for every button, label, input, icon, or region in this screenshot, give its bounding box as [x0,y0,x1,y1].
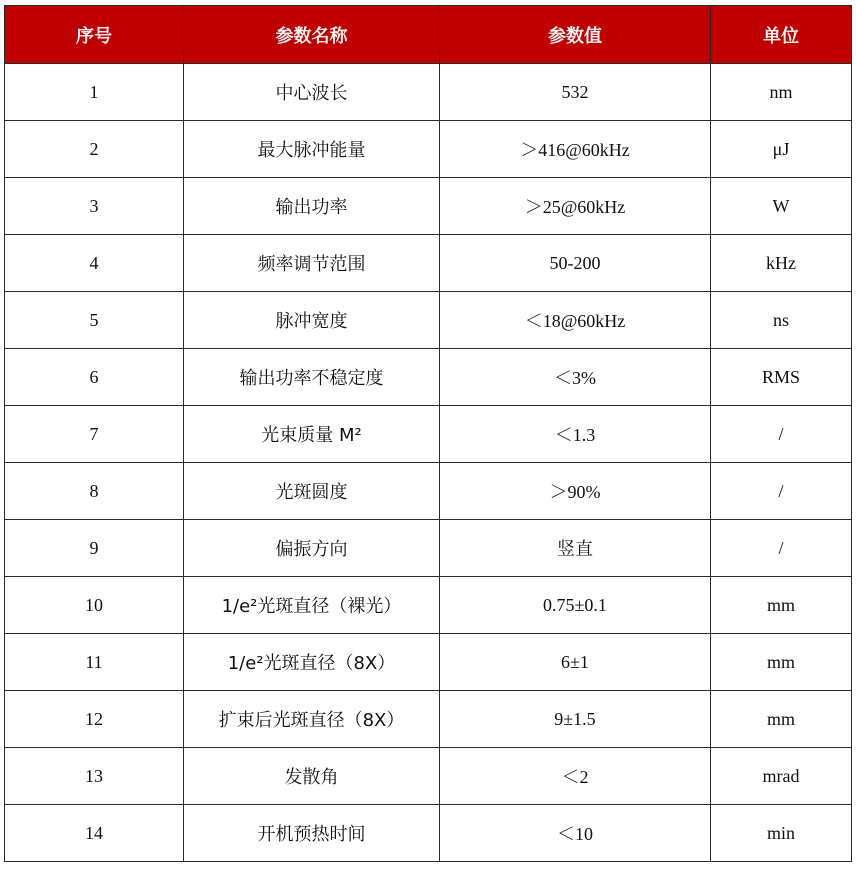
cell-no: 11 [5,634,184,691]
cell-name: 1/e²光斑直径（裸光） [184,577,440,634]
cell-name: 光束质量 M² [184,406,440,463]
cell-no: 2 [5,121,184,178]
cell-no: 3 [5,178,184,235]
table-row [5,805,852,862]
cell-unit: / [711,520,852,577]
cell-name: 输出功率不稳定度 [184,349,440,406]
spec-table [4,5,852,862]
cell-no: 6 [5,349,184,406]
cell-name: 中心波长 [184,64,440,121]
table-row [5,235,852,292]
table-row [5,691,852,748]
cell-unit: μJ [711,121,852,178]
cell-value: ＜10 [440,805,711,862]
cell-no: 14 [5,805,184,862]
table-row [5,64,852,121]
table-row [5,520,852,577]
table-row [5,121,852,178]
cell-unit: mm [711,634,852,691]
header-unit: 单位 [711,6,852,64]
cell-unit: mm [711,577,852,634]
cell-name: 开机预热时间 [184,805,440,862]
cell-value: ＜2 [440,748,711,805]
table-row [5,634,852,691]
cell-unit: / [711,406,852,463]
table-row [5,406,852,463]
cell-unit: ns [711,292,852,349]
cell-unit: W [711,178,852,235]
header-name: 参数名称 [184,6,440,64]
cell-name: 最大脉冲能量 [184,121,440,178]
cell-name: 脉冲宽度 [184,292,440,349]
cell-name: 频率调节范围 [184,235,440,292]
table-header [5,6,852,64]
table-row [5,748,852,805]
cell-unit: mm [711,691,852,748]
cell-value: 50-200 [440,235,711,292]
cell-unit: min [711,805,852,862]
cell-value: ＜3% [440,349,711,406]
table-row [5,178,852,235]
cell-unit: kHz [711,235,852,292]
cell-name: 输出功率 [184,178,440,235]
header-row [5,6,852,64]
cell-name: 光斑圆度 [184,463,440,520]
table-row [5,463,852,520]
cell-value: ＜1.3 [440,406,711,463]
table-row [5,292,852,349]
table-body [5,64,852,862]
cell-value: 6±1 [440,634,711,691]
cell-value: 0.75±0.1 [440,577,711,634]
cell-value: 9±1.5 [440,691,711,748]
cell-no: 8 [5,463,184,520]
table-row [5,349,852,406]
cell-no: 13 [5,748,184,805]
cell-value: ＞90% [440,463,711,520]
cell-no: 9 [5,520,184,577]
cell-no: 12 [5,691,184,748]
cell-name: 1/e²光斑直径（8X） [184,634,440,691]
header-no: 序号 [5,6,184,64]
cell-value: ＜18@60kHz [440,292,711,349]
cell-name: 发散角 [184,748,440,805]
cell-value: 竖直 [440,520,711,577]
cell-value: ＞25@60kHz [440,178,711,235]
cell-no: 5 [5,292,184,349]
cell-value: ＞416@60kHz [440,121,711,178]
cell-no: 1 [5,64,184,121]
cell-no: 10 [5,577,184,634]
cell-unit: mrad [711,748,852,805]
cell-unit: / [711,463,852,520]
header-value: 参数值 [440,6,711,64]
cell-no: 4 [5,235,184,292]
cell-unit: RMS [711,349,852,406]
cell-unit: nm [711,64,852,121]
cell-no: 7 [5,406,184,463]
table-row [5,577,852,634]
cell-name: 偏振方向 [184,520,440,577]
cell-name: 扩束后光斑直径（8X） [184,691,440,748]
cell-value: 532 [440,64,711,121]
